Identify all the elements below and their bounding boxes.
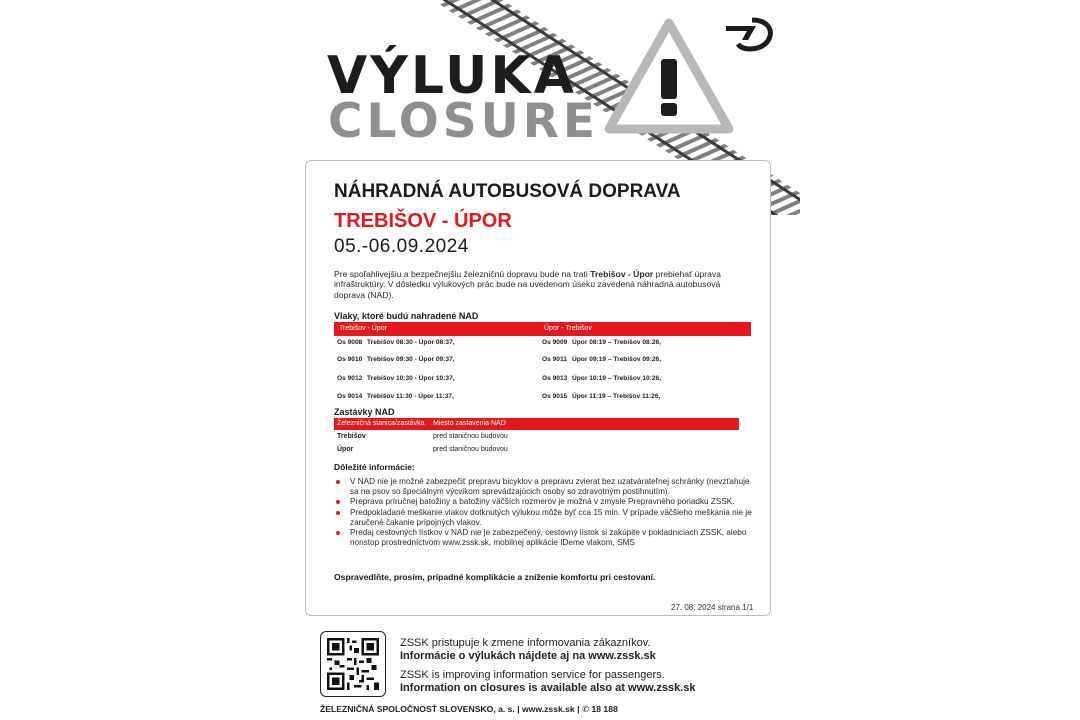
- bottom-sk-link-line[interactable]: Informácie o výlukách nájdete aj na www.zssk.sk: [400, 650, 656, 662]
- train-number: Os 9013: [542, 375, 568, 382]
- stops-header-right: Miesto zastavenia NAD: [433, 420, 506, 427]
- stops-table-header: [334, 418, 739, 430]
- train-number: Os 9009: [542, 339, 568, 346]
- train-number: Os 9011: [542, 356, 567, 363]
- train-number: Os 9014: [337, 393, 363, 400]
- intro-text-post: prebiehať úprava infraštruktúry. V dôsledku výlukových prác bude na uvedenom úseku zavedená náhradná autobusová doprava (NAD).: [334, 269, 721, 300]
- stops-section-title: Zastávky NAD: [334, 407, 395, 417]
- train-times: Trebišov 11:30 - Úpor 11:37,: [367, 393, 454, 400]
- title-closure-sk: VÝLUKA: [327, 46, 577, 106]
- route-title: TREBIŠOV - ÚPOR: [334, 210, 512, 232]
- company-footer: ŽELEZNIČNÁ SPOLOČNOSŤ SLOVENSKO, a. s. | www.zssk.sk | ✆ 18 188: [320, 704, 618, 714]
- info-item: Predaj cestovných lístkov v NAD nie je zabezpečený, cestovný lístok si zakúpite v pokladniciach ZSSK, alebo nonstop prostredníctvom www.zssk.sk, mobilnej aplikácie IDeme vlakom, SMS: [336, 528, 756, 548]
- notice-heading: NÁHRADNÁ AUTOBUSOVÁ DOPRAVA: [334, 181, 681, 202]
- info-title: Dôležité informácie:: [334, 462, 415, 472]
- train-number: Os 9008: [337, 339, 363, 346]
- train-row: [337, 339, 455, 346]
- intro-route: Trebišov - Úpor: [590, 269, 654, 279]
- title-closure-en: CLOSURE: [328, 94, 600, 149]
- train-number: Os 9015: [542, 393, 568, 400]
- trains-section-title: Vlaky, ktoré budú nahradené NAD: [334, 311, 479, 321]
- train-times: Úpor 09:19 – Trebišov 09:26,: [572, 356, 662, 363]
- info-list: [336, 477, 756, 548]
- train-number: Os 9012: [337, 375, 363, 382]
- train-row: [337, 356, 455, 363]
- stops-header-left: Železničná stanica/zastávka: [337, 420, 425, 427]
- trains-header-left: Trebišov - Úpor: [339, 325, 387, 332]
- date-page-note: 27. 08. 2024 strana 1/1: [671, 603, 754, 612]
- info-item: V NAD nie je možné zabezpečiť prepravu bicyklov a prepravu zvierat bez uzatvárateľnej schránky (nevzťahuje sa na psov so špeciálnym výcvikom sprevádzajúcich osoby so zdravotným postihnutím).: [336, 477, 756, 497]
- qr-code-icon[interactable]: [327, 638, 379, 690]
- intro-paragraph: [334, 269, 752, 300]
- train-row: [542, 375, 661, 382]
- bottom-en-line: ZSSK is improving information service for passengers.: [400, 669, 665, 681]
- info-item: Preprava príručnej batožiny a batožiny väčších rozmerov je možná v zmysle Prepravného poriadku ZSSK.: [336, 497, 756, 507]
- zssk-logo-icon: [722, 16, 776, 52]
- train-row: [542, 339, 661, 346]
- train-times: Trebišov 08:30 - Úpor 08:37,: [367, 339, 455, 346]
- trains-table-header: [334, 322, 751, 336]
- stop-place: pred staničnou budovou: [433, 433, 508, 440]
- train-number: Os 9010: [337, 356, 363, 363]
- stop-name: Úpor: [337, 446, 354, 453]
- trains-header-right: Úpor - Trebišov: [544, 325, 592, 332]
- train-times: Úpor 11:19 – Trebišov 11:26,: [572, 393, 661, 400]
- train-times: Trebišov 09:30 - Úpor 09:37,: [367, 356, 455, 363]
- warning-triangle-icon: [603, 17, 735, 137]
- apology-text: Ospravedlňte, prosím, prípadné komplikácie a zníženie komfortu pri cestovaní.: [334, 572, 656, 582]
- intro-text-pre: Pre spoľahlivejšiu a bezpečnejšiu železničnú dopravu bude na trati: [334, 269, 591, 279]
- train-row: [337, 393, 454, 400]
- stop-name: Trebišov: [337, 433, 366, 440]
- train-times: Trebišov 10:30 - Úpor 10:37,: [367, 375, 455, 382]
- bottom-sk-line: ZSSK pristupuje k zmene informovania zákazníkov.: [400, 637, 651, 649]
- train-row: [542, 393, 660, 400]
- closure-dates: 05.-06.09.2024: [334, 236, 469, 257]
- info-item: Predpokladané meškanie vlakov dotknutých výlukou môže byť cca 15 min. V prípade väčšieho meškania nie je zaručené čakanie prípojných vlakov.: [336, 508, 756, 528]
- train-times: Úpor 10:19 – Trebišov 10:26,: [572, 375, 662, 382]
- train-row: [337, 375, 455, 382]
- train-row: [542, 356, 661, 363]
- train-times: Úpor 08:19 – Trebišov 08:26,: [572, 339, 662, 346]
- stop-place: pred staničnou budovou: [433, 446, 508, 453]
- bottom-en-link-line[interactable]: Information on closures is available also at www.zssk.sk: [400, 682, 696, 694]
